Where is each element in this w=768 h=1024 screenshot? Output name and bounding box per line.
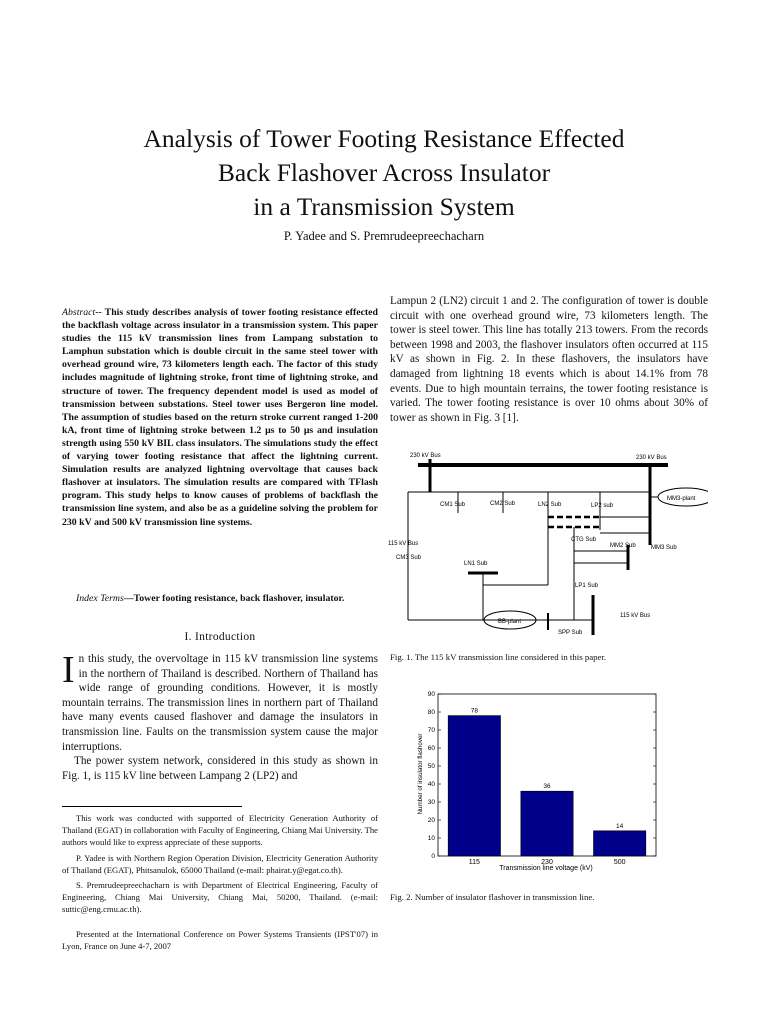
label-bb-plant: BB-plant (498, 619, 522, 625)
label-ln2: LN2 Sub (538, 502, 562, 508)
figure-1-diagram (388, 445, 708, 640)
figure-2-chart (410, 686, 660, 876)
chart-y-axis-label: Number of insulator flashover (417, 733, 424, 815)
label-cm2: CM2 Sub (490, 501, 516, 507)
bar-230 (521, 791, 573, 856)
footnote-conference: Presented at the International Conference on Power Systems Transients (IPST'07) in Lyon, France on June 4-7, 2007 (62, 928, 378, 951)
introduction-text (62, 649, 378, 783)
label-cm3: CM3 Sub (396, 555, 422, 561)
index-terms-text: —Tower footing resistance, back flashover, insulator. (123, 593, 345, 604)
title-line-2: Back Flashover Across Insulator (217, 158, 551, 187)
index-terms (62, 592, 378, 605)
label-ln1: LN1 Sub (464, 561, 488, 567)
data-label-500: 14 (616, 822, 624, 830)
footnote-author-2: S. Premrudeepreechacharn is with Department of Electrical Engineering, Faculty of Engineering, Chiang Mai University, Chiang Mai, 50200, Thailand. (e-mail: suttic@eng.cmu.ac.th). (62, 880, 378, 915)
label-230kv-bus-left: 230 kV Bus (410, 453, 441, 459)
chart-x-axis-label: Transmission line voltage (kV) (499, 865, 593, 872)
y-tick-label: 0 (431, 853, 435, 860)
y-tick-label: 80 (427, 709, 435, 716)
y-tick-label: 10 (427, 835, 435, 842)
authors: P. Yadee and S. Premrudeepreechacharn (283, 229, 485, 243)
label-mm3: MM3 Sub (651, 545, 677, 551)
abstract-dash: -- (95, 307, 105, 318)
label-115kv-bus-left: 115 kV Bus (388, 541, 419, 547)
body-text-right: Lampun 2 (LN2) circuit 1 and 2. The configuration of tower is double circuit with one overhead ground wire, 73 kilometers length. The tower is steel tower. This line has totally 213 towers. From the records between 1998 and 2003, the flashover insulators often occurred at 115 kV as shown in Fig. 2. In these flashovers, the insulators have damaged from lightning 18 events which is about 14.1% from 78 events. Due to high mountain terrains, the tower footing resistance is varied. The tower footing resistance is over 10 ohms about 30% of tower as shown in Fig. 3 [1]. (390, 295, 708, 424)
label-lp2: LP2 sub (591, 503, 614, 509)
label-cm1: CM1 Sub (440, 502, 466, 508)
title-line-1: Analysis of Tower Footing Resistance Effected (143, 124, 625, 153)
index-terms-label: Index Terms (76, 593, 124, 604)
x-tick-label-115: 115 (468, 859, 480, 866)
y-tick-label: 20 (427, 817, 435, 824)
y-tick-label: 90 (427, 691, 435, 698)
label-mm2: MM2 Sub (610, 543, 636, 549)
abstract (62, 306, 378, 529)
paper-title (0, 122, 768, 224)
intro-p1-text: n this study, the overvoltage in 115 kV transmission line systems in the northern of Thailand is described. Northern of Thailand has wide range of grounding conditions. However, it is mostly mountain terrains. The transmission lines in northern part of Thailand have many events caused flashover and damage the insulators in transmission line. Faults on the transmission system cause the major interruptions. (62, 653, 378, 753)
bar-115 (448, 716, 500, 856)
label-230kv-bus-right: 230 kV Bus (636, 455, 667, 461)
title-line-3: in a Transmission System (253, 192, 515, 221)
intro-paragraph-2: The power system network, considered in this study as shown in Fig. 1, is 115 kV line between Lampang 2 (LP2) and (62, 755, 378, 782)
footnote-divider (62, 806, 242, 807)
label-ctg: CTG Sub (571, 537, 597, 543)
intro-paragraph-1 (62, 649, 378, 754)
figure-1-caption: Fig. 1. The 115 kV transmission line considered in this paper. (390, 652, 607, 662)
label-spp: SPP Sub (558, 630, 583, 636)
label-lp1: LP1 Sub (575, 583, 599, 589)
chart-bars (448, 708, 646, 856)
y-tick-label: 60 (427, 745, 435, 752)
x-tick-label-230: 230 (541, 859, 553, 866)
y-tick-label: 50 (427, 763, 435, 770)
data-label-115: 78 (470, 707, 478, 715)
footnote-author-1: P. Yadee is with Northern Region Operation Division, Electricity Generation Authority of Thailand (EGAT), Phitsanulok, 65000 Thailand (e-mail: phairat.y@egat.co.th). (62, 852, 378, 875)
label-mm3-plant: MM3-plant (667, 496, 696, 502)
abstract-label: Abstract (62, 307, 96, 318)
x-tick-label-500: 500 (613, 859, 626, 866)
data-label-230: 36 (543, 783, 551, 791)
section-heading-introduction: I. Introduction (184, 631, 256, 643)
figure-2-caption: Fig. 2. Number of insulator flashover in transmission line. (390, 892, 595, 902)
y-tick-label: 70 (427, 727, 435, 734)
label-115kv-bus-right: 115 kV Bus (620, 613, 651, 619)
abstract-text: This study describes analysis of tower footing resistance effected the backflash voltage across insulator in a transmission system. This paper studies the 115 kV transmission lines from Lampang substation to Lamphun substation which is double circuit in the same steel tower with overhead ground wire, 73 kilometers length each. The factor of this study includes magnitude of lightning stroke, front time of lightning stroke, and structure of tower. The frequency dependent model is used as model of transmission between substations. Steel tower uses Bergeron line model. The assumption of studies based on the return stroke current ranged 1-200 kA, front time of lightning stroke between 1.2 μs to 50 μs and insulation strength using 550 kV BIL class insulators. The simulations study the effect of varying tower footing resistance that affect the lightning current. Simulation results are analyzed lightning overvoltage that causes back flashover at insulators. The simulation results are compared with TFlash program. This study helps to know causes of problems of backflash the transmission line system, and also be as a guideline solving the problem for 230 kV and 500 kV transmission line systems. (62, 307, 378, 528)
bar-500 (594, 831, 646, 856)
footnote-support: This work was conducted with supported of Electricity Generation Authority of Thailand (EGAT) in collaboration with Faculty of Engineering, Chiang Mai University. The authors would like to express appreciate of these supports. (62, 813, 378, 848)
footnotes (62, 812, 378, 955)
y-tick-label: 40 (427, 781, 435, 788)
y-tick-label: 30 (427, 799, 435, 806)
dropcap: I (62, 649, 75, 691)
